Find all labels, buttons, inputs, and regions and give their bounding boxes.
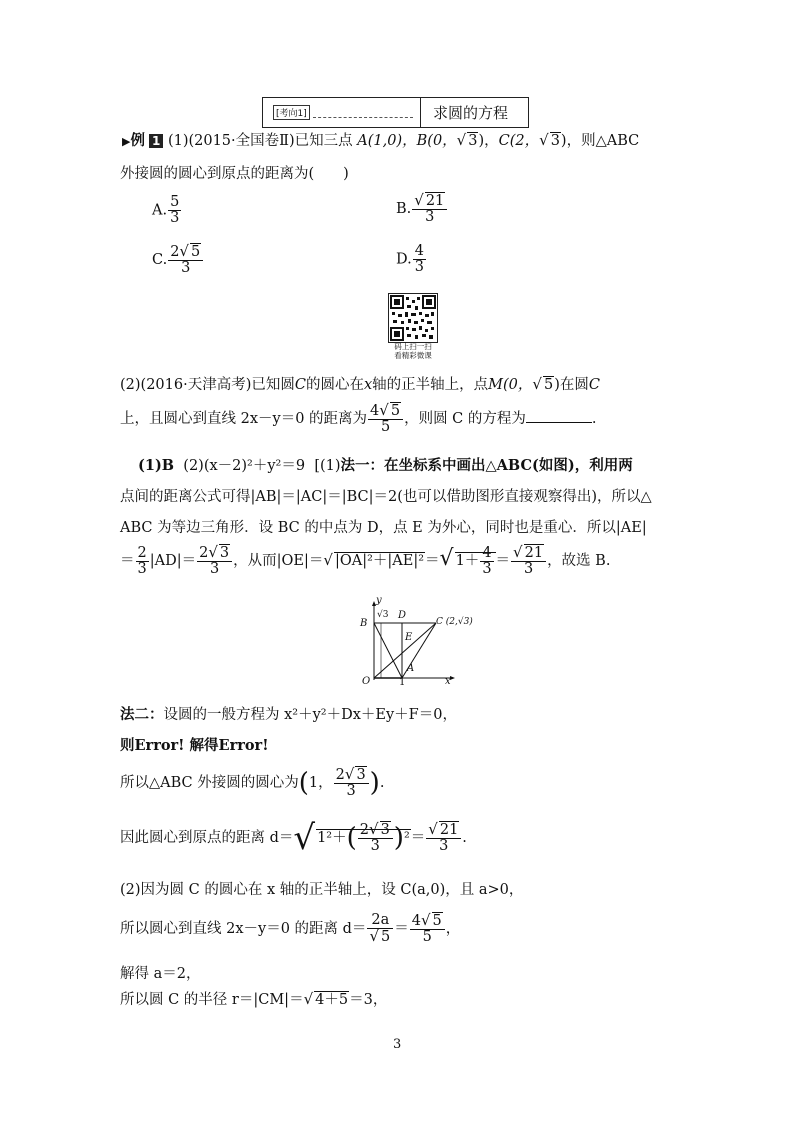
- point-a: A(1,0)，: [357, 133, 417, 149]
- method2-line-3: 所以△ABC 外接圆的圆心为(1， $\frac{2√ 3}{3}$ ).: [120, 765, 385, 800]
- frac-num: √ 21: [511, 545, 546, 562]
- example-arrow-icon: ▶: [122, 135, 131, 148]
- method-2-label: 法二：: [120, 706, 164, 723]
- sqrt-symbol: √: [539, 131, 549, 149]
- eq-2: ＝: [425, 553, 440, 570]
- frac-num: 4: [482, 544, 492, 561]
- answer-line-3: ABC 为等边三角形．设 BC 的中点为 D，点 E 为外心，同时也是重心．所以|AE|: [120, 520, 647, 536]
- method2-line-1: [120, 703, 457, 724]
- rad: 3: [356, 767, 366, 783]
- frac-den: 3: [210, 561, 220, 578]
- option-b-den: 3: [425, 209, 435, 226]
- part2-frac-coef: 4: [370, 403, 380, 419]
- option-b-rad: 21: [425, 193, 445, 209]
- rad: 5: [381, 929, 391, 946]
- part2-text-3: 轴的正半轴上，点: [372, 377, 489, 393]
- part2-frac-den: 5: [380, 419, 391, 436]
- frac-num: 4√ 5: [410, 913, 445, 930]
- fig-e-label: E: [405, 632, 413, 643]
- distance-frac: [358, 819, 393, 854]
- radius-text: 所以圆 C 的半径 r＝|CM|＝: [120, 992, 304, 1008]
- one-plus: 1＋: [455, 553, 480, 570]
- example-number: 1: [149, 134, 163, 148]
- oe-text: ，从而|OE|＝: [233, 553, 324, 570]
- sol2-line-1: (2)因为圆 C 的圆心在 x 轴的正半轴上，设 C(a,0)，且 a>0，: [120, 882, 524, 898]
- part2-m: M(0，: [488, 377, 533, 393]
- part2-text-5: 上，且圆心到直线 2x－y＝0 的距离为: [120, 411, 368, 428]
- answer-line-1: [138, 454, 633, 475]
- example-text: (1)(2015·全国卷Ⅱ)已知三点: [167, 133, 353, 149]
- coef: 2: [335, 767, 345, 783]
- rad: 3: [380, 821, 390, 838]
- frac-num: 2a: [367, 913, 393, 929]
- frac-num: 2√ 3: [197, 545, 232, 562]
- qr-code-icon[interactable]: [388, 293, 438, 343]
- point-b-post: )，: [478, 133, 499, 149]
- frac-2-3: [136, 546, 149, 577]
- part2-text-2: 的圆心在: [305, 377, 364, 393]
- method2-line-2: 则Error! 解得Error!: [120, 737, 269, 754]
- part2-frac-rad: 5: [390, 403, 401, 419]
- method2-line-4: 因此圆心到原点的距离 d＝√ 1²＋( $\frac{2√ 3}{3}$ )²＝ $\frac{√ 21}{3}$ .: [120, 818, 467, 858]
- part2-line-1: (2)(2016·天津高考)已知圆C的圆心在x轴的正半轴上，点M(0，√ 5)在圆C: [120, 375, 600, 393]
- frac-den: 3: [439, 838, 449, 854]
- period: .: [379, 775, 385, 792]
- part2-text-6: ，则圆 C 的方程为: [404, 411, 526, 428]
- method-1-text: 在坐标系中画出△ABC(如图)，利用两: [384, 457, 633, 474]
- choose-b: ，故选 B.: [547, 553, 611, 570]
- point-c-pre: C(2，: [498, 133, 540, 149]
- qr-caption: [386, 342, 440, 360]
- one-sq-plus: 1²＋: [317, 830, 347, 846]
- fig-x-label: x: [445, 676, 451, 687]
- option-c-rad: 5: [190, 244, 201, 260]
- frac-num: 2√ 3: [358, 822, 393, 839]
- option-b-label: B.: [396, 201, 412, 218]
- frac-num: 2√ 3: [334, 767, 369, 784]
- fig-d-label: D: [398, 610, 407, 621]
- rad-oa-ae: |OA|²＋|AE|²: [334, 553, 425, 570]
- answer-bracket: [(1): [314, 458, 341, 474]
- part2-c: C: [294, 377, 306, 393]
- rad-1-plus: [455, 544, 496, 577]
- frac-2r3-3: [197, 545, 232, 577]
- header-dash-line: [313, 117, 413, 118]
- coef: 2: [199, 545, 209, 561]
- frac-den: √ 5: [369, 927, 391, 946]
- center-text: 所以△ABC 外接圆的圆心为: [120, 775, 299, 792]
- answer-line-4: ＝ $\frac{2}{3}$ |AD|＝ $\frac{2√ 3}{3}$ ，从而|OE|＝√ |OA|²＋|AE|²＝√ 1＋ $\frac{4}{3}$ ＝ $\frac{√ 21}{3}$ ，故选 B.: [120, 543, 611, 578]
- part2-fraction: [368, 403, 403, 435]
- qr-caption-2: 看精彩微课: [394, 351, 432, 360]
- frac-den: 3: [137, 560, 147, 577]
- eq: ＝: [394, 921, 409, 938]
- eq: ＝: [410, 830, 426, 846]
- frac-den: 3: [346, 783, 356, 800]
- sol2-line-3: 解得 a＝2，: [120, 966, 201, 982]
- rad: 3: [219, 545, 230, 561]
- point-b-pre: B(0，: [416, 133, 457, 149]
- rad: 5: [432, 913, 442, 929]
- center-x: 1，: [308, 775, 333, 792]
- option-d-num: 4: [414, 243, 424, 259]
- option-c-num: 2√ 5: [168, 244, 203, 261]
- option-b-fraction: [412, 193, 447, 225]
- option-a-num: 5: [170, 194, 180, 210]
- fig-o-label: O: [362, 676, 371, 687]
- sqrt-symbol: √: [456, 131, 467, 149]
- frac-den: 3: [523, 561, 534, 578]
- frac-2a-r5: [367, 913, 393, 945]
- fig-b-label: B: [360, 618, 368, 629]
- fig-one-label: 1: [399, 677, 406, 688]
- option-c-fraction: [168, 244, 203, 276]
- fig-a-label: A: [407, 663, 415, 674]
- option-d-label: D.: [396, 251, 412, 268]
- distance-text: 因此圆心到原点的距离 d＝: [120, 830, 294, 846]
- comma: ，: [445, 921, 461, 938]
- frac-num: 2: [137, 544, 147, 561]
- rad: 4＋5: [315, 992, 349, 1008]
- squared: ²: [403, 830, 410, 846]
- rad: 21: [439, 821, 459, 838]
- part2-m-rad: 5: [543, 377, 554, 393]
- point-b-rad: 3: [468, 133, 478, 149]
- frac-den: 3: [370, 838, 380, 854]
- frac-4r5-5: [410, 913, 445, 945]
- center-y-frac: [334, 767, 369, 799]
- answer-blank[interactable]: [526, 410, 592, 423]
- option-a-fraction: [168, 195, 181, 226]
- answer-2: (2)(x－2)²＋y²＝9: [183, 458, 306, 474]
- frac-4-3: [480, 546, 493, 577]
- option-a-den: 3: [170, 210, 180, 227]
- radius-result: ＝3，: [349, 992, 388, 1008]
- ad-text: |AD|＝: [149, 553, 197, 570]
- fig-c-label: C (2,√3): [436, 617, 473, 627]
- fig-y-label: y: [376, 595, 382, 606]
- option-a-label: A.: [152, 202, 168, 219]
- result-frac: [426, 819, 461, 854]
- part2-text-7: .: [591, 411, 597, 428]
- frac-num: √ 21: [426, 822, 461, 839]
- distance-d-text: 所以圆心到直线 2x－y＝0 的距离 d＝: [120, 921, 367, 938]
- fig-root3-label: √3: [377, 610, 389, 620]
- example-line-1: [122, 129, 639, 150]
- section-header: [262, 97, 529, 128]
- header-tag: [考向1]: [273, 105, 310, 120]
- sol2-line-4: 所以圆 C 的半径 r＝|CM|＝√ 4＋5＝3，: [120, 990, 388, 1008]
- header-title: 求圆的方程: [433, 104, 509, 122]
- option-c-label: C.: [152, 252, 168, 269]
- rad: 21: [524, 545, 544, 561]
- option-b-num: √ 21: [412, 193, 447, 210]
- header-tag-cell: [263, 98, 421, 127]
- example-line-2: 外接圆的圆心到原点的距离为( ): [120, 166, 349, 182]
- option-d: [396, 244, 427, 275]
- option-a: [152, 195, 182, 226]
- point-c-post: )，则△ABC: [560, 133, 640, 149]
- option-c-coef: 2: [170, 244, 180, 260]
- part2-text-4: )在圆: [554, 377, 589, 393]
- part2-frac-num: 4√ 5: [368, 403, 403, 420]
- frac-r21-3: [511, 545, 546, 577]
- period: .: [462, 830, 467, 846]
- option-c: [152, 244, 204, 276]
- method-2-text: 设圆的一般方程为 x²＋y²＋Dx＋Ey＋F＝0，: [163, 707, 457, 723]
- coef: 2: [359, 821, 369, 838]
- eq-3: ＝: [495, 553, 511, 570]
- sol2-line-2: [120, 913, 460, 945]
- eq-1: ＝: [120, 553, 135, 570]
- answer-1: (1)B: [138, 457, 175, 474]
- part2-c2: C: [588, 377, 600, 393]
- option-d-fraction: [413, 244, 426, 275]
- example-marker: 例: [130, 132, 145, 149]
- page-number: 3: [393, 1037, 402, 1052]
- option-d-den: 3: [414, 259, 424, 276]
- frac-den: 5: [422, 929, 432, 946]
- answer-line-2: 点间的距离公式可得|AB|＝|AC|＝|BC|＝2(也可以借助图形直接观察得出)，所以△: [120, 489, 652, 505]
- method-1-label: 法一：: [340, 457, 385, 474]
- part2-x: x: [363, 377, 373, 393]
- coef: 4: [411, 913, 421, 929]
- qr-caption-1: 码上扫一扫: [394, 342, 432, 351]
- option-b: [396, 193, 448, 225]
- triangle-figure: [352, 595, 473, 690]
- frac-den: 3: [482, 560, 492, 577]
- option-c-den: 3: [181, 260, 191, 277]
- part2-line-2: [120, 403, 597, 435]
- part2-text-1: (2)(2016·天津高考)已知圆: [120, 377, 295, 393]
- point-c-rad: 3: [550, 133, 560, 149]
- distance-rad: 1²＋( $\frac{2√ 3}{3}$ )²: [317, 819, 410, 854]
